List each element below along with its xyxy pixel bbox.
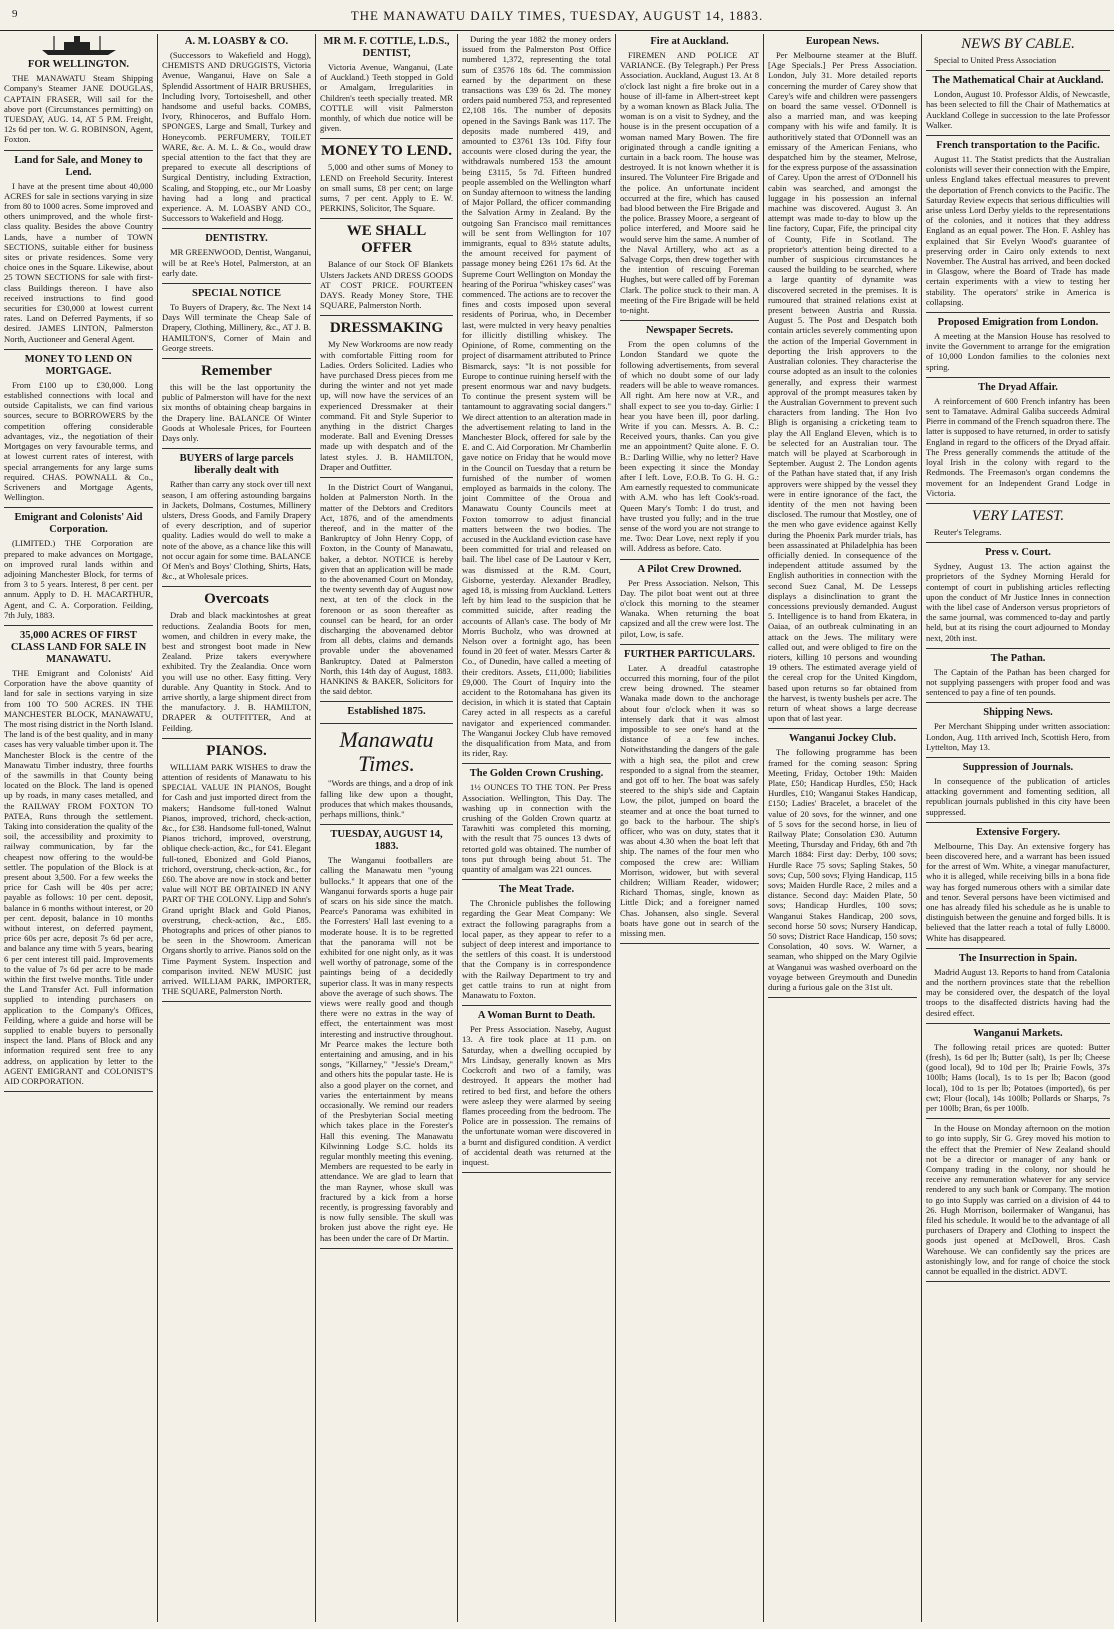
article-heading: MONEY TO LEND ON MORTGAGE. — [24, 353, 133, 377]
article-body: The following retail prices are quoted: Butter (fresh), 1s 6d per lb; Butter (salt), 1s per lb; Cheese (good local), 9d to 10d per lb; Prairie Fowls, 37s 100lb; Hams (local), 1s to 1s per lb; Bacon (good local), 10d to 1s per lb; Potatoes (imported), 6s per cwt; Flour (local), 14s 100lb; Pollards or Sharps, 7s per 100lb; Bran, 6s per 100lb. — [926, 1041, 1110, 1114]
article — [4, 512, 153, 626]
article — [926, 140, 1110, 313]
article-body: I have at the present time about 40,000 ACRES for sale in sections varying in size from 80 to 1000 acres. Some improved and others unimproved, and the whole first-class quality. Besides the above Country Lands, have a number of TOWN SECTIONS, suitable either for business sites or private residences. Some very choice ones in the Square. Likewise, about 25 TOWN SECTIONS for sale with first-class Buildings thereon. I have also received instructions to find good securities for £30,000 at lowest current rates. Land on Deferred Payments, if so desired. JAMES LINTON, Palmerston North, Auctioneer and General Agent. — [4, 180, 153, 344]
article-body: From £100 up to £30,000. Long established connections with local and outside Capitalists, we can find various sources, secure to BORROWERS by the competition offering considerable advantages, viz., the negotiation of their Mortgages on very favourable terms, and at lowest current rates of interest, with special arrangements for any large sums required. CHAS. POWNALL & Co., Scriveners and Mortgage Agents, Wellington. — [4, 379, 153, 503]
article-body: Reuter's Telegrams. — [934, 526, 1002, 537]
article — [320, 320, 453, 478]
column-3 — [316, 34, 458, 1622]
article-body: FIREMEN AND POLICE AT VARIANCE. (By Telegraph.) Per Press Association. Auckland, August 13. At 8 o'clock last night a fire broke out in a house of ill-fame in Albert-street kept by a woman known as Black Julia. The woman is on a visit to Sydney, and the house is in the present occupation of a woman named Mary Bowen. The fire originated through a candle igniting a curtain in a back room. The house was destroyed. It is not known whether it is insured. The Volunteer Fire Brigade and the police. An unfortunate incident occurred at the fire, which has caused bad blood between the Fire Brigade and the police. Brassey Moore, a sergeant of police interfered, and Moore said he would serve him the same. A number of the Naval Artillery, who act as a Salvage Corps, then drew together with the intention of rescuing Foreman Hughes, but were called off by Foreman Clark. The police stuck to their man. A meeting of the Fire Brigade will be held to-night. — [620, 50, 759, 316]
article-body: Per Press Association. Nelson, This Day. The pilot boat went out at three o'clock this morning to the steamer Wanaka. When returning the boat capsized and all the crew were lost. The pilot, Low, is safe. — [620, 577, 759, 639]
article — [320, 829, 453, 1249]
article-heading: Press v. Court. — [985, 547, 1051, 559]
article — [926, 827, 1110, 949]
article-body: "Words are things, and a drop of ink falling like dew upon a thought, produces that which makes thousands, perhaps millions, think." — [320, 778, 453, 819]
article-heading: PIANOS. — [206, 742, 267, 759]
masthead — [0, 0, 1114, 31]
article-heading: Proposed Emigration from London. — [937, 317, 1099, 329]
article — [462, 34, 611, 764]
article — [320, 143, 453, 219]
article-heading: MONEY TO LEND. — [321, 143, 452, 160]
article-heading: Wanganui Markets. — [973, 1027, 1063, 1039]
article-body: Drab and black mackintoshes at great reductions. Zealandia Boots for men, women, and children in every make, the best and strongest boot made in New Zealand. Prize takers everywhere exhibited. Try the Zealandia. Once worn you will use no other. Easy fitting. Very durable. Any Quantity in Stock. And to arrive shortly, a large shipment direct from the manufactory. J. B. HAMILTON, DRAPER & OUTFITTER, And at Feilding. — [162, 610, 311, 733]
article-body: The Captain of the Pathan has been charged for not supplying passengers with proper food and was sentenced to pay a fine of ten pounds. — [926, 666, 1110, 698]
article-heading: TUESDAY, AUGUST 14, 1883. — [330, 829, 443, 853]
column-1 — [0, 34, 158, 1622]
article — [926, 707, 1110, 758]
article-heading: A. M. LOASBY & CO. — [184, 36, 289, 47]
article-body: The Wanganui footballers are calling the Manawatu men "young bullocks." It appears that one of the Wanganui forwards sports a huge pair of scars on his side since the match. Pearce's Panorama was exhibited in the Forresters' Hall last evening to a moderate house. It is to be regretted that the panorama will not be exhibited for one night only, as it was well worthy of patronage, some of the paintings being of a decidedly superior class. It was in many respects above the average of such shows. The views were really good and though there were no extras in the way of effect, the entertainment was most interesting and instructive throughout. Mr Pearce makes the lecture both entertaining and amusing, and in his songs, "Killarney," "Jessie's Dream," and others hits the popular taste. He is also a good player on the cornet, and varies the entertainment by means occasionally. We remind our readers of the Presbyterian Social meeting which takes place in the Forester's Hall this evening. The Manawatu Kilwinning Lodge S.C. holds its regular monthly meeting this evening. Members are requested to be early in attendance. We are glad to learn that the man Rayner, whose skull was fractured by a kick from a horse recently, is progressing favorably and is now fully sensible. The skull was broken just above the right eye. He has been under the care of Dr Martin. — [320, 855, 453, 1243]
article — [4, 354, 153, 508]
article-body: (LIMITED.) THE Corporation are prepared to make advances on Mortgage, on improved rural lands within and adjoining Manchester Block, for terms of from 3 to 5 years. Interest, 8 per cent. per annum. Apply to D. H. MACARTHUR, Agent, and C. A. Corporation. Feilding, 7th July, 1883. — [4, 538, 153, 620]
article-heading: The Meat Trade. — [498, 884, 575, 896]
article-body: In the House on Monday afternoon on the motion to go into supply, Sir G. Grey moved his motion to the effect that the Premier of New Zealand should not be a director or manager of any bank or Company trading in the colony, nor should he receive any remuneration whatever for any service rendered to any such bank or Company. The motion to go into Supply was carried on a division of 44 to 26. Hugh Morrison, boilermaker of Wanganui, has filed his schedule. It would be to the advantage of all purchasers of Drapery and Clothing to inspect the goods just opened at McDowell, Bros. Cash Warehouse. We can confidently say the prices are astonishingly low, and for range of choice the stock cannot be equalled in the district. ADVT. — [926, 1123, 1110, 1277]
article-heading: SPECIAL NOTICE — [192, 288, 281, 300]
article-heading: 35,000 ACRES OF FIRST CLASS LAND FOR SALE IN MANAWATU. — [10, 629, 147, 665]
article-heading: French transportation to the Pacific. — [936, 140, 1100, 152]
article — [4, 155, 153, 350]
newspaper-title: THE MANAWATU DAILY TIMES, TUESDAY, AUGUST 14, 1883. — [350, 8, 764, 23]
article-heading: A Woman Burnt to Death. — [477, 1010, 596, 1022]
article — [320, 223, 453, 316]
article-heading: A Pilot Crew Drowned. — [637, 563, 742, 575]
article-body: A meeting at the Mansion House has resolved to invite the Government to arrange for the emigration of 10,000 London families to the colonies next spring. — [926, 331, 1110, 372]
article — [320, 36, 453, 139]
article — [320, 482, 453, 702]
article-body: WILLIAM PARK WISHES to draw the attention of residents of Manawatu to his SPECIAL VALUE IN PIANOS, Bought for Cash and just imported direct from the makers; Handsome full-toned Walnut Pianos, improved, trichord, check-action, &c., for £38. Handsome full-toned, Walnut Pianos trichord, improved, overstrung, oblique check-action, &c., for £41. Elegant full-toned, Ebonized and Gold Pianos, trichord, overstrung, check-action, &c., for £60. The above are now in stock and better value will NOT BE OBTAINED IN ANY PART OF THE COLONY. Lipp and Sohn's Grand upright Black and Gold Pianos, overstrung, check-action, &c., £85. Photographs and prices of other pianos to be seen in the Showroom. American Organs shortly to arrive. Pianos sold on the Time Payment System. Inspection and comparison invited. NEW MUSIC just arrived. WILLIAM PARK, IMPORTER, THE SQUARE, Palmerston North. — [162, 761, 311, 997]
article-body: THE Emigrant and Colonists' Aid Corporation have the above quantity of land for sale in sections varying in size from 100 TO 500 ACRES. IN THE MANCHESTER BLOCK, MANAWATU, The most rising district in the North Island. The land is of the best quality, and in many cases has very valuable timber upon it. The Manchester Block is the centre of the Manawatu Timber industry, three fourths of the sawmills in that County being located on the Block. The land is opened up by roads, in many cases metalled, and the RAILWAY FROM FOXTON TO PATEA, Runs through the settlement. Taking into consideration the quality of the soil, the accessibility and proximity to railway communication, by far the cheapest now offering to the would-be settler. The population of the Block is at present about 3,500. For a few weeks the price for Cash will be 40s per acre; payable as follows: 10 per cent. deposit, balance in 6 months without interest, or 20 per cent. deposit, balance in 10 months without interest, on deferred payment, price 60s per acre, deposit 7s 6d per acre, and balance any time with 5 years, bearing 6 per cent interest till paid. Improvements to the value of 7s 6d per acre to be made within the first twelve months. Title under the Land Transfer Act. Full information supplied to intending purchasers on application to the Company's Offices, Feilding, where a guide and horse will be supplied to enable buyers to personally inspect the land. Plans of Block and any information required sent free to any address, on application by letter to the AGENT EMIGRANT and COLONIST'S AID CORPORATION. — [4, 667, 153, 1087]
article-heading: FURTHER PARTICULARS. — [624, 648, 755, 660]
article — [162, 233, 311, 284]
article-heading: Extensive Forgery. — [976, 826, 1060, 838]
article-body: MR GREENWOOD, Dentist, Wanganui, will be at Ree's Hotel, Palmerston, at an early date. — [162, 247, 311, 278]
article — [926, 1028, 1110, 1119]
article-body: During the year 1882 the money orders issued from the Palmerston Post Office numbered 1,372, representing the total sum of £3576 18s 6d. The commission earned by the department on these transactions was £39 6s 2d. The money orders paid numbered 753, and represented £2,108 16s. The number of deposits opened in the Savings Bank was 117. The deposits made numbered 419, and amounted to £3761 13s 10d. Fifty four accounts were closed during the year, the withdrawals numbered 153 the amount being £3115, 5s 7d. Fifteen hundred people assembled on the Wellington wharf on Sunday afternoon to witness the landing of Major Pollard, the officer commanding the Salvation Army in Zealand. By the outgoing San Francisco mail remittances will be sent from Wellington for 107 immigrants, equal to 83½ statute adults, the amount received for payment of passage money being £261 17s 6d. At the Supreme Court Wellington on Monday the hearing of the Porirua "whiskey cases" was commenced. The actions are to recover the fines and costs imposed upon several residents of Porirua, who, in December last, were mulcted in very heavy penalties for illicitly distilling whiskey. The Opinione, of Rome, commenting on the project of disarmament attributed to Prince Bismarck, says: "It is not possible for Europe to continue ruining herself with the present enormous war and navy budgets. To continue the present system will be tantamount to aggravating social dangers." We direct attention to an alteration made in the advertisement relating to land in the Manchester Block, offered for sale by the E. and C. Aid Corporation. Mr Chamberlin gave notice on Friday that he would move in the Council on Tuesday that a return be furnished of the number of women employed as barmaids in the colony. The joint Committee of the Oroua and Manawatu County Councils meet at Foxton tomorrow to adjust financial matters between the two bodies. The accused in the Auckland eviction case have been committed for trial and released on bail. The libel case of De Lautour v Kerr, was dismissed at the R.M. Court, Gisborne, yesterday. Alexander Bradley, aged 18, is missing from Auckland. Letters left by him lead to the suspicion that he committed suicide, after reading the accounts of Allan's case. The body of Mr Morris Bucholz, who was drowned at Nelson over a fortnight ago, has been found in 20 feet of water. Messrs Carter & Co., of Dunedin, have called a meeting of their creditors. Assets, £11,000; liabilities £9,000. The Court of Inquiry into the accident to the Rotomahana has given its decision, in which it is stated that Captain Carey acted in all respects as a careful navigator and experienced commander. The Wanganui Jockey Club have removed the disqualification from Mata, and from its rider, Ray. — [462, 34, 611, 759]
article — [926, 382, 1110, 504]
article — [620, 564, 759, 645]
article-body: London, August 10. Professor Aldis, of Newcastle, has been selected to fill the Chair of Mathematics at Auckland College in succession to the late Professor Walker. — [926, 89, 1110, 130]
article — [926, 1123, 1110, 1282]
article-heading: FOR WELLINGTON. — [27, 59, 130, 71]
column-4 — [458, 34, 616, 1622]
article — [926, 36, 1110, 71]
article-heading: WE SHALL OFFER — [346, 223, 427, 257]
article-body: Per Merchant Shipping under written association: London, Aug. 11th arrived Inch, Scottish Hero, from Lyttelton, May 13. — [926, 721, 1110, 752]
article-heading: The Dryad Affair. — [978, 381, 1058, 393]
article-body: Per Melbourne steamer at the Bluff. [Age Specials.] Per Press Association. London, July 31. More detailed reports concerning the murder of Carey show that Carey's wife and children were passengers on board the same vessel. O'Donnell is also a married man, and was keeping company with his wife and family. It is authoritively stated that O'Donnell was an emissary of the American Fenians, who despatched him by the steamer, Melrose, for the express purpose of the assassination of Carey. Upon the arrest of O'Donnell his cabin was searched, and amongst the luggage in his possession an infernal machine was discovered. August 3. An attempt was made to-day to blow up the line factory, Cupar, Fife, the principal city of County, Fife in Scotland. The proprietor's attention being directed to a number of suspicious circumstances he caused the building to be searched, where a large quantity of dynamite was discovered secreted in the premises. It is rumoured that strained relations exist at present between Austria and Russia. August 5. The Post and Despatch both contain articles severely commenting upon the action of the Imperial Government in deporting the Irish approvers to the Australian colonies. They characterise the course adopted as an insult to the colonies generally, and express their warmest approval of the prompt measures taken by the Australian Government to prevent such characters from landing. The Hon Ivo Bligh is organising a cricketing team to play the All England Eleven, which is to be selected for an Australian tour. The match will be played at Scarborough in September. August 2. The London agents of the Pathan have stated that, if any Irish approvers were shipped by the vessel they were in entire ignorance of the fact, the identity of the men not having been disclosed. The rumour that Mostley, one of the men who gave evidence against Kelly during the Phoenix Park murder trials, has been assassinated at Philadelphia has been officially denied. In consequence of the independent attitude assumed by the English authorities in connection with the second Suez Canal, M. De Lesseps displays a disinclination to grant the concessions previously demanded. August 5. Intelligence is to hand from Ekatera, in Oaiaa, of an outbreak culminating in an attack on the Jews. The military were called out, and were obliged to fire on the rioters, killing 10 persons and wounding 19 others. The estimated average yield of the cereal crop for the United Kingdom, based upon returns so far obtained from the harvest, is twenty bushels per acre. The return of wheat shows a large decrease upon that of last year. — [768, 50, 917, 724]
article-heading: VERY LATEST. — [971, 507, 1065, 524]
article-heading: European News. — [805, 36, 880, 47]
article-heading: DENTISTRY. — [205, 233, 268, 245]
article-body: A reinforcement of 600 French infantry has been sent to Tamatave. Admiral Galiba succeeds Admiral Pierre in command of the French squadron there. The latter is supposed to have returned, in order to satisfy England in regard to the officers of the Dryad affair. The Press generally commends the attitude of the loyal Irish in the colony with regard to the Redmonds. The Freemason's organ condemns the movement for an Independent Grand Lodge in Victoria. — [926, 395, 1110, 498]
article-body: Melbourne, This Day. An extensive forgery has been discovered here, and a warrant has been issued for the arrest of Wm. White, a vinegar manufacturer, who it is alleged, while receiving bills in a bona fide way has forged numerous others with a similar date and tenor. Several persons have been victimised and one has already filed his schedule as he is unable to distinguish between the genuine and forged bills. It is believed that the latter reach a total of fully L8000. White has disappeared. — [926, 840, 1110, 943]
article-body: Sydney, August 13. The action against the proprietors of the Sydney Morning Herald for contempt of court in publishing articles reflecting upon the conduct of Mr Justice Innes in connection with the libel case of Anderson versus proprietors of the same journal, was commenced to-day and partly held, but at its rising the court adjourned to Monday next, 20th inst. — [926, 561, 1110, 643]
article — [620, 649, 759, 944]
article-heading: The Golden Crown Crushing. — [469, 768, 604, 780]
column-2 — [158, 34, 316, 1622]
article — [926, 762, 1110, 823]
article-body: In the District Court of Wanganui, holden at Palmerston North. In the matter of the Debtors and Creditors Act, 1876, and of the amendments thereof, and in the matter of the Bankruptcy of John Henry Copp, of Foxton, in the County of Manawatu, baker, a debtor. NOTICE is hereby given that an application will be made to the abovenamed Court on Monday, the twenty seventh day of August now next, at ten of the clock in the forenoon or as soon thereafter as counsel can be heard, for an order discharging the abovenamed debtor from all debts, claims and demands provable under the abovenamed Bankruptcy. Dated at Palmerston North, this 14th day of August, 1883. HANKINS & BAKER, Solicitors for the said debtor. — [320, 482, 453, 697]
article-body: To Buyers of Drapery, &c. The Next 14 Days Will terminate the Cheap Sale of Drapery, Clothing, Millinery, &c., AT J. B. HAMILTON'S, Corner of Main and George streets. — [162, 302, 311, 353]
article-body: (Successors to Wakefield and Hogg), CHEMISTS AND DRUGGISTS, Victoria Avenue, Wanganui, Have on Sale a Splendid Assortment of HAIR BRUSHES, Including Ivory, Tortoiseshell, and other handsome and useful backs. COMBS, Ivory, Rhinoceros, and Buffalo Horn. SPONGES, Large and Small, Turkey and Honeycomb. PERFUMERY, TOILET WARE, &c. A. M. L. & Co., would draw special attention to the fact that they are prepared to execute all descriptions of Surgical Dentistry, including Extraction, Scaling, and Stopping, etc., our Mr Loasby having had a long and practical experience. A. M. LOASBY AND CO., Successors to Wakefield and Hogg. — [162, 50, 311, 224]
article-body: 5,000 and other sums of Money to LEND on Freehold Security. Interest on small sums, £8 per cent; on large sums, 7 per cent. Apply to E. W. PERKINS, Solicitor, The Square. — [320, 162, 453, 214]
column-5 — [616, 34, 764, 1622]
article-heading: Newspaper Secrets. — [645, 325, 734, 337]
article-body: this will be the last opportunity the public of Palmerston will have for the next six months of obtaining cheap bargains in the Drapery line. BALANCE Of Winter Goods at Wholesale Prices, for Fourteen Days only. — [162, 382, 311, 444]
article-body: THE MANAWATU Steam Shipping Company's Steamer JANE DOUGLAS, CAPTAIN FRASER, Will sail for the above port (Circumstances permitting) on TUESDAY, AUG. 14, AT 5 P.M. Freight, 12s 6d per ton. W. G. ROBINSON, Agent, Foxton. — [4, 73, 153, 145]
article-body: In consequence of the publication of articles attacking government and fomenting sedition, all republican journals published in this city have been suppressed. — [926, 775, 1110, 817]
article — [320, 728, 453, 825]
article-heading: Emigrant and Colonists' Aid Corporation. — [14, 512, 143, 536]
article — [620, 325, 759, 559]
article-body: The Chronicle publishes the following regarding the Gear Meat Company: We extract the following paragraphs from a local paper, as they appear to refer to a subject of deep interest and importance to the settlers of this coast. It is understood that the Company is in correspondence with the Railway Department to try and get cattle trains to run at night from Manawatu to Foxton. — [462, 898, 611, 1001]
column-6 — [764, 34, 922, 1622]
article-body: The following programme has been framed for the coming season: Spring Meeting, Friday, October 19th: Maiden Plate, £50; Handicap Hurdles, £50; Hack Hurdles, £10; Wanganui Stakes Handicap, £150; Ladies' Bracelet, a bracelet of the value of 20 sovs, for the winner, and one of 5 sovs for the second horse, in lieu of Railway Plate; Consolation £30. Autumn Meeting, Thursday and Friday, 6th and 7th March 1884: First day: Derby, 100 sovs; Hurdle Race 75 sovs; Sapling Stakes, 50 sovs; Cup, 500 sovs; Flying Handicap, 115 sovs; Maiden Hurdle Race, 2 miles and a distance. Second day: Maiden Plate, 50 sovs; Handicap Hurdles, 100 sovs; Wanganui Stakes Handicap, 200 sovs, second horse 50 sovs; Nursery Handicap, 50 sovs; District Race Handicap, 150 sovs; Consolation, 40 sovs. W. Warner, a seaman, who shipped on the Mary Ogilvie at Wanganui was washed overboard on the voyage between Greymouth and Dunedin during a furious gale on the 31st ult. — [768, 747, 917, 993]
article — [162, 36, 311, 229]
article — [926, 317, 1110, 378]
article — [162, 453, 311, 587]
article — [462, 768, 611, 880]
article-body: 1½ OUNCES TO THE TON. Per Press Association. Wellington, This Day. The washing up in connection with the crushing of the Golden Crown quartz at Tarawhiti was completed this morning, with the result that 75 ounces 13 dwts of retorted gold was obtained. The number of tons put through being about 51. The quantity of amalgam was 221 ounces. — [462, 782, 611, 875]
article — [4, 630, 153, 1092]
article-heading: The Mathematical Chair at Auckland. — [932, 75, 1104, 87]
article-heading: Manawatu Times. — [339, 727, 434, 777]
article-heading: BUYERS of large parcels liberally dealt with — [179, 453, 294, 477]
article — [926, 75, 1110, 136]
article-body: Special to United Press Association — [934, 55, 1057, 65]
article — [768, 36, 917, 729]
article-body: Rather than carry any stock over till next season, I am offering astounding bargains in Jackets, Dolmans, Costumes, Millinery ulsters, Dress Goods, and Family Drapery of every description, and of superior quality. Ladies would do well to make a note of the above, as a chance like this will not occur again for some time. BALANCE Of Men's and Boys' Clothing, Shirts, Hats, &c., at Wholesale prices. — [162, 479, 311, 582]
article — [926, 953, 1110, 1024]
article-heading: Overcoats — [204, 591, 269, 608]
article — [162, 363, 311, 449]
article — [462, 1010, 611, 1173]
article-heading: Shipping News. — [983, 707, 1053, 719]
article-heading: NEWS BY CABLE. — [961, 36, 1075, 52]
article — [320, 706, 453, 724]
article — [4, 34, 153, 151]
article-body: Later. A dreadful catastrophe occurred this morning, four of the pilot crew being drowned. The steamer Wanaka made down to the anchorage about four o'clock when it was so intensely dark that it was almost impossible to see one's hand at the distance of a few inches. Notwithstanding the dangers of the gale with a high sea, the pilot and crew responded to a signal from the steamer, and got off to her. The boat was safely steered to the ship's side and Captain Low, the pilot, jumped on board the steamer and at once the boat turned to go back to the harbour. The ship's officer, who was on duty, states that it was about 4.30 when the boat left that ship. The names of the four men who composed the crew are: William Morrison, widower, but with several children; William Reader, widower; Richard Thomas, single, known as Little Dick; and a foreigner named Chas. Johansen, also single. Several boats have gone out in search of the missing men. — [620, 662, 759, 939]
article-body: My New Workrooms are now ready with comfortable Fitting room for Ladies. Orders Solicited. Ladies who have purchased Dress pieces from me during the winter and not yet made up, will now have the services of an experienced Dressmaker at their command. Fit and Style Superior to anything in the district Charges moderate. Ball and Evening Dresses made up with despatch and of the latest styles. J. B. HAMILTON, Draper and Outfitter. — [320, 339, 453, 472]
steamship-icon — [4, 34, 153, 57]
article — [926, 547, 1110, 649]
article-heading: DRESSMAKING — [329, 320, 444, 337]
article — [162, 743, 311, 1003]
article-heading: Land for Sale, and Money to Lend. — [14, 154, 143, 178]
article-body: August 11. The Statist predicts that the Australian colonists will sever their connection with the Empire, unless England takes effectual measures to prevent the deportation of French convicts to the Pacific. The Saturday Review expects that serious difficulties will arise unless Lord Derby yields to the representations of the colonies, and it notices that they address England as an equal power. The Hon. F. Ashley has explained that Sir Evelyn Wood's guarantee of preserving order in Cairo only extends to next November. The Austral has arrived, and been docked in Glasgow, where the Board of Trade has made certain experiments with a view to testing her stability. The operators' strike in America is collapsing. — [926, 154, 1110, 307]
article — [620, 36, 759, 321]
article-heading: MR M. F. COTTLE, L.D.S., DENTIST, — [323, 36, 450, 59]
article — [162, 288, 311, 359]
article — [768, 733, 917, 998]
article-heading: Established 1875. — [347, 706, 426, 718]
article-heading: Suppression of Journals. — [962, 761, 1074, 773]
article — [162, 591, 311, 738]
column-7 — [922, 34, 1114, 1622]
article-heading: Remember — [201, 363, 272, 380]
article-body: From the open columns of the London Standard we quote the following advertisements, from several of which no doubt some of our lady readers will be able to weave romances. All right. Am here now at V.R., and shall expect to see you to-day. Girlie: I hear you have been ill, poor darling. Write if you can. Messrs. A. B. C.: Received yours, thanks. Can you give me an appointment? Quite alone. F. O. B.: Darling Willie, why no letter? Have been expecting it since the Monday after I left. Love, F.O.B. To G. H. G.: Am earnestly requested to communicate with A.M. who has left Cook's-road. Queen Mary's Tomb: I do trust, and have trusted you fully; and in the true sense of the word you are not strange to me. Two: Dear Love, next reply if you will. Address as before. Cato. — [620, 339, 759, 554]
article — [926, 653, 1110, 704]
article — [462, 884, 611, 1006]
article-heading: The Insurrection in Spain. — [958, 952, 1078, 964]
article-body: Victoria Avenue, Wanganui, (Late of Auckland.) Teeth stopped in Gold or Amalgam, Irregularities in Children's teeth specially treated. MR COTTLE will visit Palmerston monthly, of which due notice will be given. — [320, 62, 453, 134]
article-body: Per Press Association. Naseby, August 13. A fire took place at 11 p.m. on Saturday, when a dwelling occupied by Mrs Lindsay, generally known as Mrs Cockcroft and two of a family, was destroyed. It appears the mother had retired to bed first, and before the others were asleep they were alarmed by seeing flames proceeding from the bedroom. The Police are in possession. The remains of the unfortunate woman were discovered in a burnt and disfigured condition. A verdict of accidental death was returned at the inquest. — [462, 1024, 611, 1167]
article — [926, 508, 1110, 543]
article-heading: Fire at Auckland. — [650, 36, 729, 47]
article-heading: Wanganui Jockey Club. — [788, 733, 897, 745]
article-body: Balance of our Stock OF Blankets Ulsters Jackets AND DRESS GOODS AT COST PRICE. FOURTEEN DAYS. Ready Money Store, THE SQUARE, Palmerston North. — [320, 259, 453, 311]
article-heading: The Pathan. — [990, 652, 1046, 664]
article-body: Madrid August 13. Reports to hand from Catalonia and the northern provinces state that the rebellion may be considered over, the despatch of the loyal troops to the disaffected districts having had the desired effect. — [926, 966, 1110, 1018]
page-number: 9 — [12, 8, 18, 20]
